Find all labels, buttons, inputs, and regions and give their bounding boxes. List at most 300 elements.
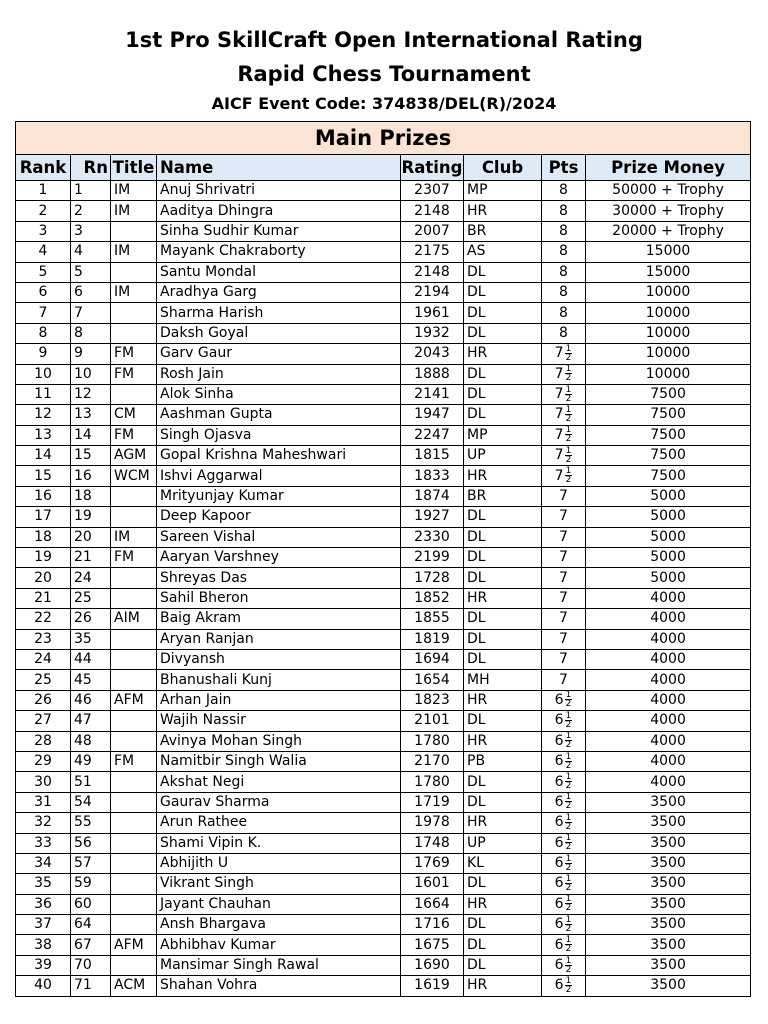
cell-rank: 18 <box>16 527 71 547</box>
cell-rank: 7 <box>16 303 71 323</box>
half-fraction: $\frac{1}{2}$ <box>565 914 572 934</box>
cell-rank: 20 <box>16 568 71 588</box>
cell-name: Shreyas Das <box>157 568 401 588</box>
cell-name: Ansh Bhargava <box>157 915 401 935</box>
cell-title <box>111 262 157 282</box>
cell-pts: 6 $\frac{1}{2}$ <box>542 894 586 914</box>
cell-prize: 7500 <box>586 466 751 486</box>
cell-club: MP <box>464 181 542 201</box>
cell-name: Wajih Nassir <box>157 711 401 731</box>
cell-club: DL <box>464 282 542 302</box>
cell-pts: 7 $\frac{1}{2}$ <box>542 384 586 404</box>
cell-title: IM <box>111 242 157 262</box>
cell-pts: 6 $\frac{1}{2}$ <box>542 853 586 873</box>
cell-club: DL <box>464 507 542 527</box>
cell-rating: 1874 <box>401 486 464 506</box>
cell-prize: 7500 <box>586 405 751 425</box>
cell-name: Sinha Sudhir Kumar <box>157 221 401 241</box>
cell-title <box>111 670 157 690</box>
cell-rn: 15 <box>71 446 111 466</box>
cell-rank: 9 <box>16 344 71 364</box>
table-row <box>16 303 751 323</box>
half-fraction: $\frac{1}{2}$ <box>565 751 572 771</box>
cell-rank: 6 <box>16 282 71 302</box>
cell-prize: 5000 <box>586 548 751 568</box>
cell-rating: 2307 <box>401 181 464 201</box>
cell-title <box>111 303 157 323</box>
half-fraction: $\frac{1}{2}$ <box>565 975 572 995</box>
cell-club: BR <box>464 486 542 506</box>
cell-rating: 2007 <box>401 221 464 241</box>
cell-rating: 1716 <box>401 915 464 935</box>
cell-rating: 2170 <box>401 751 464 771</box>
cell-name: Gopal Krishna Maheshwari <box>157 446 401 466</box>
table-row <box>16 751 751 771</box>
cell-pts: 8 <box>542 282 586 302</box>
cell-pts: 6 $\frac{1}{2}$ <box>542 751 586 771</box>
cell-title <box>111 731 157 751</box>
cell-rn: 54 <box>71 792 111 812</box>
cell-pts: 7 <box>542 486 586 506</box>
cell-rating: 1819 <box>401 629 464 649</box>
cell-rank: 36 <box>16 894 71 914</box>
cell-club: HR <box>464 731 542 751</box>
table-row <box>16 282 751 302</box>
cell-prize: 10000 <box>586 344 751 364</box>
cell-rn: 10 <box>71 364 111 384</box>
cell-name: Rosh Jain <box>157 364 401 384</box>
cell-rn: 4 <box>71 242 111 262</box>
column-header-pts: Pts <box>542 155 586 181</box>
cell-name: Anuj Shrivatri <box>157 181 401 201</box>
cell-name: Sharma Harish <box>157 303 401 323</box>
table-row <box>16 833 751 853</box>
cell-title <box>111 649 157 669</box>
cell-name: Shahan Vohra <box>157 976 401 996</box>
cell-club: HR <box>464 466 542 486</box>
half-fraction: $\frac{1}{2}$ <box>565 690 572 710</box>
half-fraction: $\frac{1}{2}$ <box>565 731 572 751</box>
prize-table <box>15 121 751 997</box>
cell-rn: 44 <box>71 649 111 669</box>
cell-title <box>111 955 157 975</box>
cell-rank: 4 <box>16 242 71 262</box>
cell-name: Aradhya Garg <box>157 282 401 302</box>
cell-rn: 71 <box>71 976 111 996</box>
cell-prize: 5000 <box>586 527 751 547</box>
cell-name: Baig Akram <box>157 609 401 629</box>
cell-prize: 4000 <box>586 649 751 669</box>
table-row <box>16 935 751 955</box>
cell-prize: 3500 <box>586 955 751 975</box>
table-row <box>16 588 751 608</box>
cell-prize: 10000 <box>586 323 751 343</box>
cell-club: DL <box>464 649 542 669</box>
cell-rank: 22 <box>16 609 71 629</box>
cell-pts: 7 <box>542 629 586 649</box>
cell-pts: 7 <box>542 548 586 568</box>
cell-rn: 19 <box>71 507 111 527</box>
cell-rank: 33 <box>16 833 71 853</box>
cell-pts: 7 <box>542 609 586 629</box>
cell-club: DL <box>464 955 542 975</box>
cell-prize: 4000 <box>586 588 751 608</box>
cell-rating: 1769 <box>401 853 464 873</box>
cell-prize: 3500 <box>586 874 751 894</box>
cell-prize: 4000 <box>586 772 751 792</box>
column-header-name: Name <box>157 155 401 181</box>
cell-title: FM <box>111 344 157 364</box>
cell-rn: 25 <box>71 588 111 608</box>
column-header-title: Title <box>111 155 157 181</box>
cell-rn: 49 <box>71 751 111 771</box>
cell-rating: 1961 <box>401 303 464 323</box>
half-fraction: $\frac{1}{2}$ <box>565 364 572 384</box>
cell-rank: 17 <box>16 507 71 527</box>
cell-club: DL <box>464 568 542 588</box>
cell-prize: 3500 <box>586 853 751 873</box>
cell-name: Jayant Chauhan <box>157 894 401 914</box>
table-row <box>16 629 751 649</box>
cell-title <box>111 486 157 506</box>
cell-prize: 50000 + Trophy <box>586 181 751 201</box>
cell-rn: 20 <box>71 527 111 547</box>
cell-club: DL <box>464 629 542 649</box>
cell-name: Ishvi Aggarwal <box>157 466 401 486</box>
cell-club: HR <box>464 813 542 833</box>
cell-prize: 3500 <box>586 935 751 955</box>
cell-rank: 31 <box>16 792 71 812</box>
cell-prize: 10000 <box>586 364 751 384</box>
cell-name: Mayank Chakraborty <box>157 242 401 262</box>
cell-title: CM <box>111 405 157 425</box>
cell-rating: 2194 <box>401 282 464 302</box>
cell-rating: 2175 <box>401 242 464 262</box>
cell-rating: 1932 <box>401 323 464 343</box>
half-fraction: $\frac{1}{2}$ <box>565 853 572 873</box>
table-row <box>16 384 751 404</box>
cell-rating: 1654 <box>401 670 464 690</box>
cell-title: ACM <box>111 976 157 996</box>
table-row <box>16 772 751 792</box>
half-fraction: $\frac{1}{2}$ <box>565 425 572 445</box>
cell-rating: 1719 <box>401 792 464 812</box>
table-row <box>16 364 751 384</box>
cell-club: DL <box>464 792 542 812</box>
cell-rn: 3 <box>71 221 111 241</box>
table-header-row <box>16 155 751 181</box>
table-row <box>16 711 751 731</box>
cell-title <box>111 384 157 404</box>
cell-title <box>111 507 157 527</box>
cell-pts: 8 <box>542 242 586 262</box>
cell-prize: 3500 <box>586 894 751 914</box>
cell-title: FM <box>111 364 157 384</box>
cell-club: DL <box>464 262 542 282</box>
cell-rank: 5 <box>16 262 71 282</box>
half-fraction: $\frac{1}{2}$ <box>565 445 572 465</box>
cell-prize: 5000 <box>586 486 751 506</box>
cell-club: HR <box>464 201 542 221</box>
cell-title <box>111 813 157 833</box>
cell-pts: 7 <box>542 527 586 547</box>
cell-title <box>111 915 157 935</box>
cell-rn: 5 <box>71 262 111 282</box>
cell-pts: 7 $\frac{1}{2}$ <box>542 466 586 486</box>
document-title: 1st Pro SkillCraft Open International Rating <box>125 28 643 52</box>
table-row <box>16 181 751 201</box>
half-fraction: $\frac{1}{2}$ <box>565 404 572 424</box>
cell-rn: 18 <box>71 486 111 506</box>
cell-club: MP <box>464 425 542 445</box>
event-code: AICF Event Code: 374838/DEL(R)/2024 <box>211 94 557 113</box>
cell-prize: 4000 <box>586 731 751 751</box>
column-header-rating: Rating <box>401 155 464 181</box>
cell-rn: 47 <box>71 711 111 731</box>
cell-club: DL <box>464 935 542 955</box>
cell-title: AGM <box>111 446 157 466</box>
cell-prize: 4000 <box>586 629 751 649</box>
cell-rank: 11 <box>16 384 71 404</box>
table-row <box>16 976 751 996</box>
column-header-rn: Rn <box>71 155 111 181</box>
cell-rating: 1690 <box>401 955 464 975</box>
cell-club: UP <box>464 833 542 853</box>
table-row <box>16 344 751 364</box>
half-fraction: $\frac{1}{2}$ <box>565 384 572 404</box>
table-row <box>16 221 751 241</box>
cell-rn: 51 <box>71 772 111 792</box>
cell-pts: 8 <box>542 201 586 221</box>
cell-title <box>111 568 157 588</box>
cell-rank: 27 <box>16 711 71 731</box>
cell-rn: 64 <box>71 915 111 935</box>
cell-rating: 2101 <box>401 711 464 731</box>
cell-pts: 6 $\frac{1}{2}$ <box>542 976 586 996</box>
column-header-prize-money: Prize Money <box>586 155 751 181</box>
cell-rating: 1728 <box>401 568 464 588</box>
cell-pts: 6 $\frac{1}{2}$ <box>542 690 586 710</box>
cell-club: DL <box>464 527 542 547</box>
cell-title: FM <box>111 425 157 445</box>
half-fraction: $\frac{1}{2}$ <box>565 812 572 832</box>
cell-rn: 8 <box>71 323 111 343</box>
cell-rating: 1815 <box>401 446 464 466</box>
cell-rn: 45 <box>71 670 111 690</box>
cell-rating: 2330 <box>401 527 464 547</box>
cell-name: Daksh Goyal <box>157 323 401 343</box>
cell-rn: 16 <box>71 466 111 486</box>
cell-rn: 35 <box>71 629 111 649</box>
cell-rating: 1694 <box>401 649 464 669</box>
cell-rn: 48 <box>71 731 111 751</box>
cell-rn: 13 <box>71 405 111 425</box>
cell-club: UP <box>464 446 542 466</box>
cell-rn: 21 <box>71 548 111 568</box>
cell-prize: 4000 <box>586 609 751 629</box>
cell-rank: 1 <box>16 181 71 201</box>
cell-name: Mansimar Singh Rawal <box>157 955 401 975</box>
cell-rank: 29 <box>16 751 71 771</box>
cell-rn: 7 <box>71 303 111 323</box>
cell-pts: 7 $\frac{1}{2}$ <box>542 405 586 425</box>
cell-rank: 16 <box>16 486 71 506</box>
cell-rn: 57 <box>71 853 111 873</box>
cell-rn: 70 <box>71 955 111 975</box>
table-row <box>16 466 751 486</box>
cell-pts: 6 $\frac{1}{2}$ <box>542 955 586 975</box>
cell-rn: 67 <box>71 935 111 955</box>
cell-prize: 3500 <box>586 813 751 833</box>
cell-pts: 7 $\frac{1}{2}$ <box>542 425 586 445</box>
cell-name: Aaditya Dhingra <box>157 201 401 221</box>
cell-name: Avinya Mohan Singh <box>157 731 401 751</box>
cell-rank: 14 <box>16 446 71 466</box>
cell-rank: 3 <box>16 221 71 241</box>
cell-prize: 20000 + Trophy <box>586 221 751 241</box>
cell-rn: 60 <box>71 894 111 914</box>
cell-name: Singh Ojasva <box>157 425 401 445</box>
cell-rating: 1855 <box>401 609 464 629</box>
cell-club: DL <box>464 405 542 425</box>
cell-rank: 25 <box>16 670 71 690</box>
cell-pts: 8 <box>542 303 586 323</box>
cell-pts: 8 <box>542 323 586 343</box>
cell-club: PB <box>464 751 542 771</box>
cell-pts: 7 <box>542 670 586 690</box>
cell-pts: 6 $\frac{1}{2}$ <box>542 731 586 751</box>
cell-title <box>111 833 157 853</box>
cell-rating: 1823 <box>401 690 464 710</box>
table-row <box>16 670 751 690</box>
cell-name: Mrityunjay Kumar <box>157 486 401 506</box>
cell-club: DL <box>464 548 542 568</box>
cell-rn: 1 <box>71 181 111 201</box>
cell-pts: 6 $\frac{1}{2}$ <box>542 813 586 833</box>
cell-pts: 7 <box>542 588 586 608</box>
table-row <box>16 527 751 547</box>
cell-rn: 59 <box>71 874 111 894</box>
cell-rating: 1601 <box>401 874 464 894</box>
half-fraction: $\frac{1}{2}$ <box>565 343 572 363</box>
table-row <box>16 548 751 568</box>
table-row <box>16 874 751 894</box>
cell-rank: 15 <box>16 466 71 486</box>
cell-club: HR <box>464 894 542 914</box>
table-row <box>16 323 751 343</box>
cell-title: AFM <box>111 690 157 710</box>
cell-club: DL <box>464 711 542 731</box>
cell-pts: 7 <box>542 649 586 669</box>
table-row <box>16 894 751 914</box>
cell-rn: 14 <box>71 425 111 445</box>
cell-rank: 40 <box>16 976 71 996</box>
table-row <box>16 262 751 282</box>
cell-prize: 4000 <box>586 670 751 690</box>
cell-pts: 7 $\frac{1}{2}$ <box>542 344 586 364</box>
cell-club: HR <box>464 690 542 710</box>
cell-rank: 32 <box>16 813 71 833</box>
cell-title: IM <box>111 201 157 221</box>
table-row <box>16 649 751 669</box>
cell-title <box>111 894 157 914</box>
table-row <box>16 405 751 425</box>
cell-rank: 21 <box>16 588 71 608</box>
table-row <box>16 568 751 588</box>
cell-prize: 3500 <box>586 792 751 812</box>
cell-rating: 2247 <box>401 425 464 445</box>
cell-name: Arhan Jain <box>157 690 401 710</box>
cell-name: Alok Sinha <box>157 384 401 404</box>
cell-prize: 3500 <box>586 833 751 853</box>
half-fraction: $\frac{1}{2}$ <box>565 873 572 893</box>
cell-title <box>111 853 157 873</box>
half-fraction: $\frac{1}{2}$ <box>565 935 572 955</box>
cell-rank: 13 <box>16 425 71 445</box>
table-row <box>16 955 751 975</box>
cell-club: HR <box>464 344 542 364</box>
cell-rating: 2148 <box>401 201 464 221</box>
cell-rn: 55 <box>71 813 111 833</box>
cell-name: Shami Vipin K. <box>157 833 401 853</box>
half-fraction: $\frac{1}{2}$ <box>565 894 572 914</box>
half-fraction: $\frac{1}{2}$ <box>565 772 572 792</box>
cell-name: Santu Mondal <box>157 262 401 282</box>
cell-name: Vikrant Singh <box>157 874 401 894</box>
cell-rn: 12 <box>71 384 111 404</box>
cell-prize: 7500 <box>586 384 751 404</box>
cell-title <box>111 874 157 894</box>
cell-rn: 9 <box>71 344 111 364</box>
cell-title: AFM <box>111 935 157 955</box>
cell-prize: 4000 <box>586 690 751 710</box>
cell-prize: 4000 <box>586 751 751 771</box>
cell-rank: 12 <box>16 405 71 425</box>
cell-prize: 5000 <box>586 507 751 527</box>
half-fraction: $\frac{1}{2}$ <box>565 833 572 853</box>
table-row <box>16 853 751 873</box>
cell-club: HR <box>464 976 542 996</box>
cell-prize: 10000 <box>586 303 751 323</box>
cell-rating: 1664 <box>401 894 464 914</box>
cell-club: DL <box>464 303 542 323</box>
table-row <box>16 486 751 506</box>
cell-name: Deep Kapoor <box>157 507 401 527</box>
cell-pts: 6 $\frac{1}{2}$ <box>542 772 586 792</box>
cell-rank: 38 <box>16 935 71 955</box>
table-row <box>16 915 751 935</box>
column-header-rank: Rank <box>16 155 71 181</box>
cell-club: DL <box>464 384 542 404</box>
cell-pts: 7 <box>542 568 586 588</box>
cell-rating: 1833 <box>401 466 464 486</box>
cell-rank: 8 <box>16 323 71 343</box>
cell-pts: 6 $\frac{1}{2}$ <box>542 935 586 955</box>
cell-title <box>111 772 157 792</box>
cell-club: DL <box>464 364 542 384</box>
half-fraction: $\frac{1}{2}$ <box>565 710 572 730</box>
cell-pts: 6 $\frac{1}{2}$ <box>542 915 586 935</box>
cell-name: Akshat Negi <box>157 772 401 792</box>
cell-title: FM <box>111 751 157 771</box>
cell-club: DL <box>464 874 542 894</box>
table-row <box>16 609 751 629</box>
cell-prize: 10000 <box>586 282 751 302</box>
document-subtitle: Rapid Chess Tournament <box>237 62 531 86</box>
cell-rank: 30 <box>16 772 71 792</box>
cell-rn: 26 <box>71 609 111 629</box>
column-header-club: Club <box>464 155 542 181</box>
